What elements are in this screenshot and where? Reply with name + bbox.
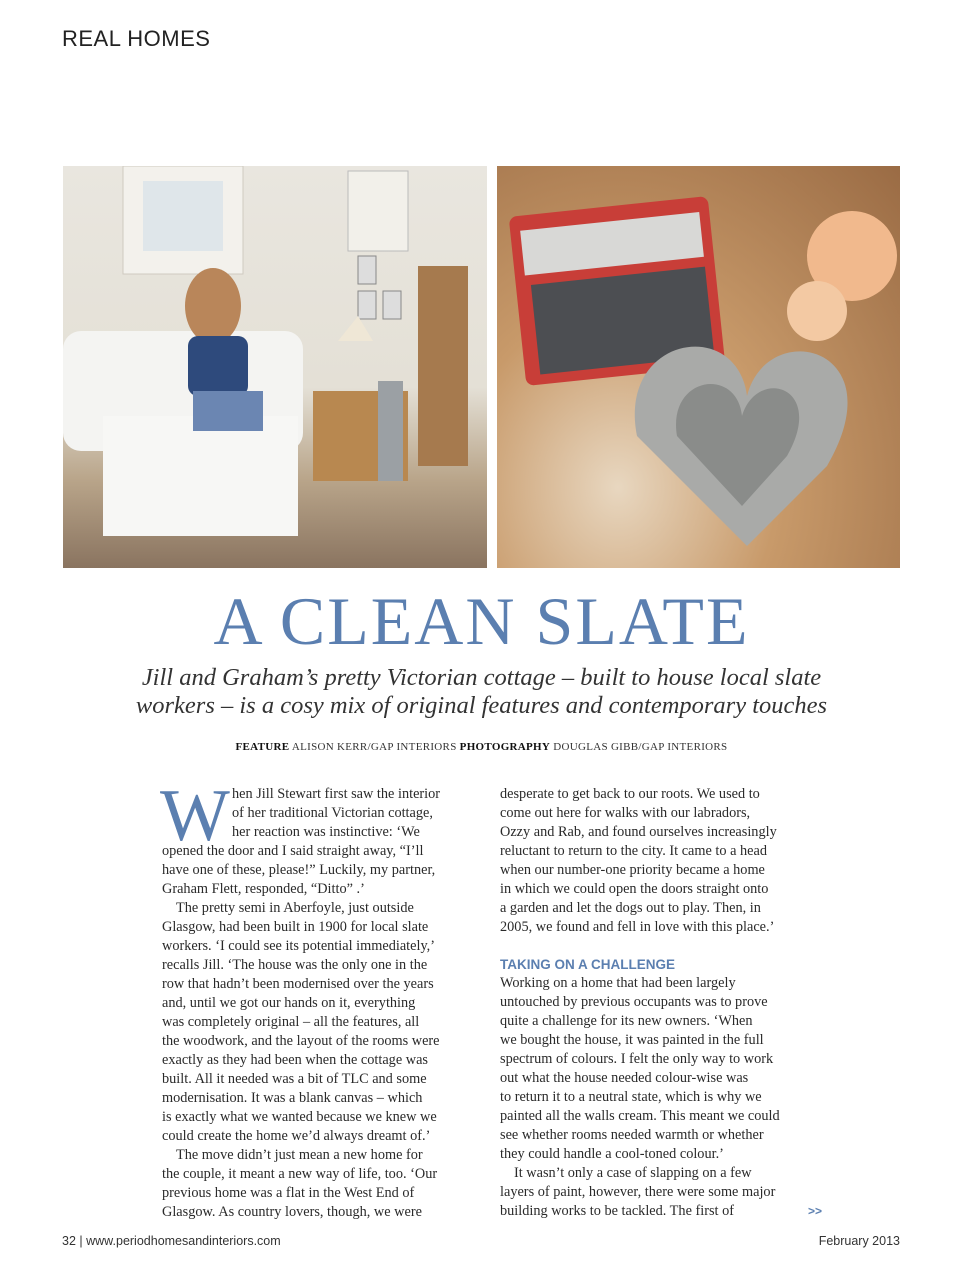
body-line: spectrum of colours. I felt the only way to work xyxy=(500,1051,774,1067)
feature-label: FEATURE xyxy=(235,741,290,753)
subtitle-line: Jill and Graham’s pretty Victorian cottage – built to house local slate xyxy=(141,664,822,691)
photography-label: PHOTOGRAPHY xyxy=(459,741,551,753)
body-line: Ozzy and Rab, and found ourselves increasingly xyxy=(500,824,777,840)
photography-credit: DOUGLAS GIBB/GAP INTERIORS xyxy=(553,741,728,753)
article-subtitle xyxy=(0,664,963,720)
living-room-photo xyxy=(63,166,487,568)
subtitle-line: workers – is a cosy mix of original features and contemporary touches xyxy=(135,692,828,719)
body-line: Graham Flett, responded, “Ditto” .’ xyxy=(162,881,365,897)
body-line: 2005, we found and fell in love with this place.’ xyxy=(500,919,775,935)
body-line: come out here for walks with our labradors, xyxy=(500,805,751,821)
body-line: recalls Jill. ‘The house was the only one in the xyxy=(162,957,428,973)
body-line: was completely original – all the features, all xyxy=(162,1014,420,1030)
body-line: see whether rooms needed warmth or whether xyxy=(500,1127,764,1143)
continue-arrow: >> xyxy=(807,1204,822,1218)
body-line: could create the home we’d always dreamt of.’ xyxy=(162,1128,431,1144)
body-line: previous home was a flat in the West End of xyxy=(162,1185,415,1201)
body-line: painted all the walls cream. This meant we could xyxy=(500,1108,780,1124)
body-line: opened the door and I said straight away, “I’ll xyxy=(162,843,424,859)
issue-date: February 2013 xyxy=(818,1234,900,1248)
body-line: we bought the house, it was painted in the full xyxy=(500,1032,764,1048)
section-label: REAL HOMES xyxy=(62,26,211,51)
body-line: the woodwork, and the layout of the rooms were xyxy=(162,1033,440,1049)
body-line: The move didn’t just mean a new home for xyxy=(176,1147,423,1163)
drop-cap: W xyxy=(160,775,230,857)
body-line: untouched by previous occupants was to prove xyxy=(500,994,768,1010)
body-line: is exactly what we wanted because we knew we xyxy=(162,1109,437,1125)
body-line: built. All it needed was a bit of TLC and some xyxy=(162,1071,427,1087)
body-line: desperate to get back to our roots. We used to xyxy=(500,786,760,802)
body-line: row that hadn’t been modernised over the years xyxy=(162,976,434,992)
body-column-left xyxy=(160,775,478,1222)
body-line: layers of paint, however, there were some major xyxy=(500,1184,776,1200)
body-line: to return it to a neutral state, which is why we xyxy=(500,1089,762,1105)
body-line: exactly as they had been when the cottage was xyxy=(162,1052,428,1068)
body-line: reluctant to return to the city. It came to a head xyxy=(500,843,768,859)
body-line: Working on a home that had been largely xyxy=(500,975,736,991)
body-line: hen Jill Stewart first saw the interior xyxy=(232,786,441,802)
page-number: 32 xyxy=(62,1234,76,1248)
body-line: building works to be tackled. The first of xyxy=(500,1203,734,1219)
body-line: have one of these, please!” Luckily, my partner, xyxy=(162,862,436,878)
article-title: A CLEAN SLATE xyxy=(213,583,750,659)
body-line: quite a challenge for its new owners. ‘When xyxy=(500,1013,753,1029)
website-url[interactable]: www.periodhomesandinteriors.com xyxy=(86,1234,281,1248)
body-column-right xyxy=(500,785,822,1221)
body-line: when our number-one priority became a home xyxy=(500,862,765,878)
body-line: and, until we got our hands on it, everything xyxy=(162,995,416,1011)
body-line: modernisation. It was a blank canvas – which xyxy=(162,1090,423,1106)
body-line: The pretty semi in Aberfoyle, just outside xyxy=(176,900,414,916)
body-line: workers. ‘I could see its potential immediately,’ xyxy=(162,938,436,954)
body-line: her reaction was instinctive: ‘We xyxy=(232,824,420,840)
credits-byline xyxy=(0,741,963,753)
body-line: of her traditional Victorian cottage, xyxy=(232,805,433,821)
body-line: they could handle a cool-toned colour.’ xyxy=(500,1146,724,1162)
body-line: Glasgow, had been built in 1900 for local slate xyxy=(162,919,429,935)
body-line: a garden and let the dogs out to play. Then, in xyxy=(500,900,761,916)
body-line: in which we could open the doors straight onto xyxy=(500,881,769,897)
subheading: TAKING ON A CHALLENGE xyxy=(500,957,675,972)
body-line: out what the house needed colour-wise was xyxy=(500,1070,749,1086)
feature-credit: ALISON KERR/GAP INTERIORS xyxy=(291,741,457,753)
body-line: Glasgow. As country lovers, though, we were xyxy=(162,1204,422,1220)
radio-and-heart-dish-photo xyxy=(497,166,900,568)
footer-left xyxy=(62,1234,281,1248)
footer-separator: | xyxy=(79,1234,83,1248)
body-line: the couple, it meant a new way of life, too. ‘Our xyxy=(162,1166,438,1182)
body-line: It wasn’t only a case of slapping on a few xyxy=(514,1165,752,1181)
